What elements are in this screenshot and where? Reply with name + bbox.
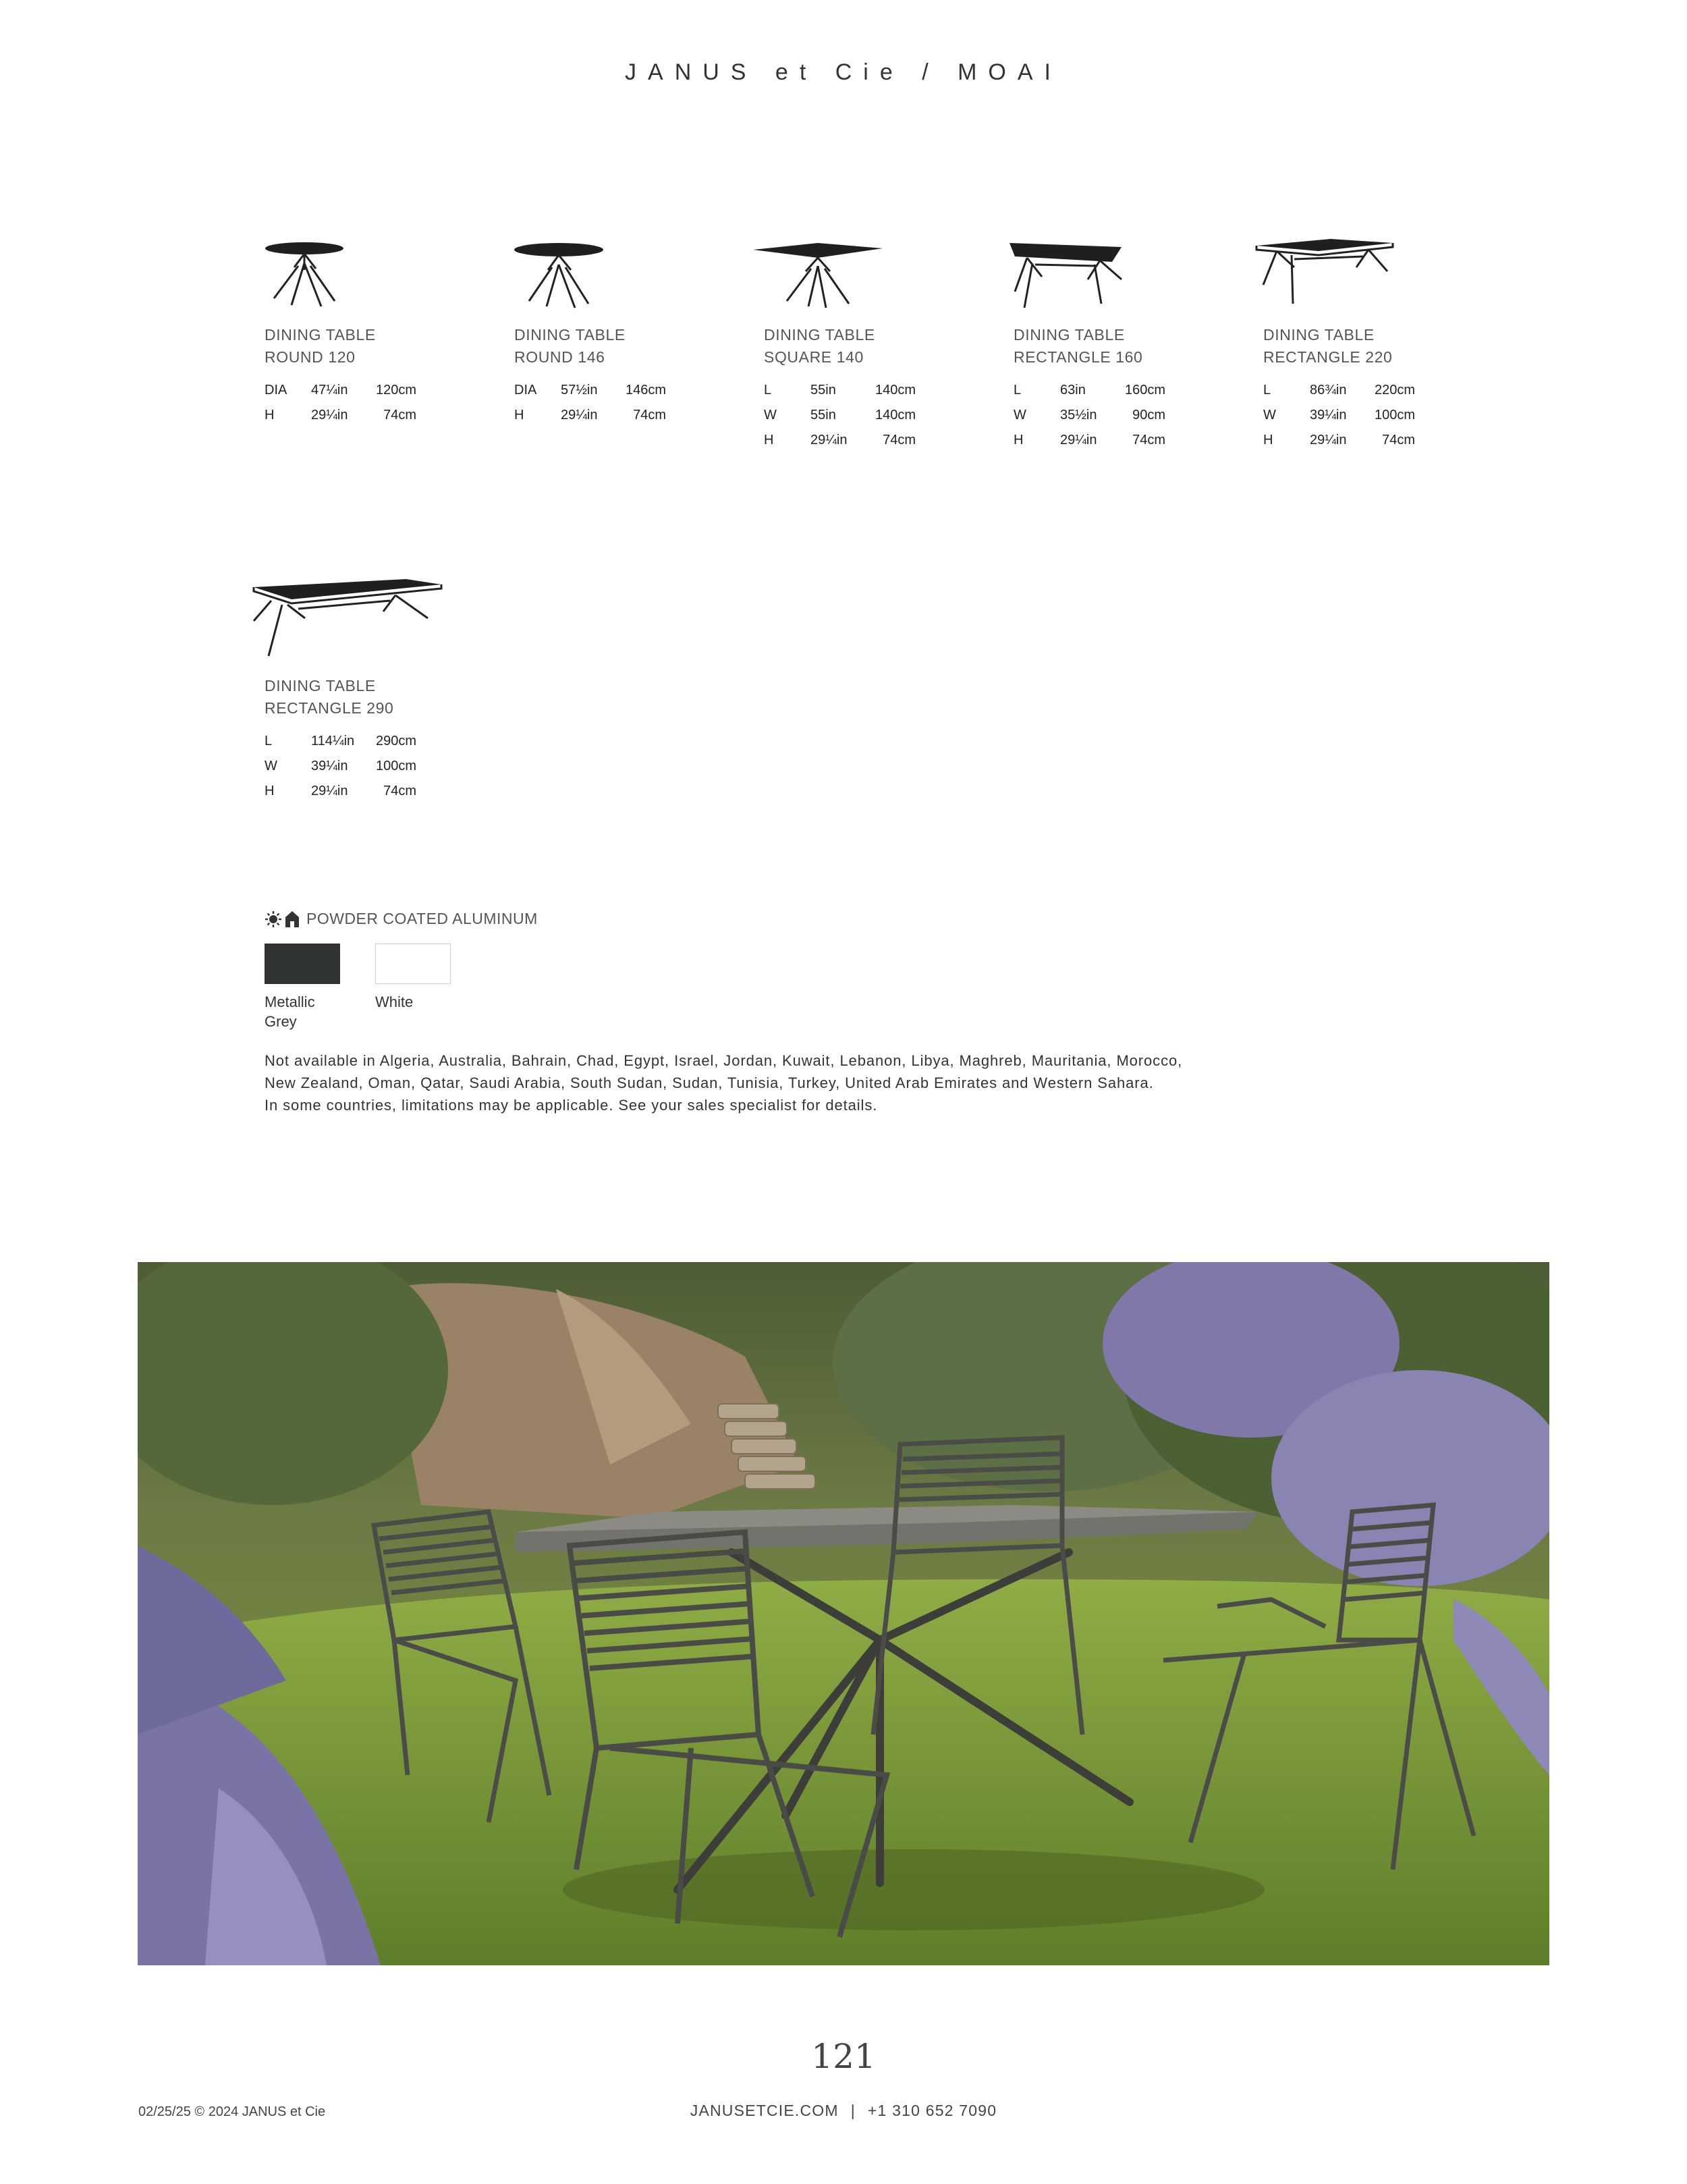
dimension-cm: 74cm [1382,433,1415,447]
availability-line3: In some countries, limitations may be applicable. See your sales specialist for details. [265,1097,878,1114]
dimension-inches: 29¼in [810,433,848,447]
table-round-120-illustration [251,236,366,310]
dimension-row [1014,403,1165,428]
dimension-inches: 86¾in [1310,383,1347,398]
dimension-row [265,779,416,804]
dimension-inches: 55in [810,383,836,398]
dimension-label: W [265,759,277,773]
availability-line2: New Zealand, Oman, Qatar, Saudi Arabia, South Sudan, Sudan, Tunisia, Turkey, United Arab Emirates and Western Sahara. [265,1074,1154,1091]
dimension-inches: 63in [1060,383,1086,398]
swatch-label-white [375,992,476,1012]
dimension-inches: 29¼in [1060,433,1097,447]
dimension-row [265,403,416,428]
availability-line1: Not available in Algeria, Australia, Bahrain, Chad, Egypt, Israel, Jordan, Kuwait, Lebanon, Libya, Maghreb, Mauritania, Morocco, [265,1052,1183,1069]
dimension-label: L [1263,383,1271,398]
table-round-146-illustration [501,236,615,310]
footer-phone: +1 310 652 7090 [867,2102,997,2119]
dimension-inches: 39¼in [311,759,348,773]
dimension-label: H [1263,433,1273,447]
dimension-row [265,378,416,403]
table-rectangle-220-illustration [1250,236,1405,310]
house-icon [285,910,300,928]
swatch-label-line2: Grey [265,1013,297,1030]
footer-contact [0,2102,1687,2120]
dimensions-table [1014,378,1165,453]
dimension-cm: 140cm [875,408,916,422]
dimension-label: H [265,408,275,422]
footer-separator: | [850,2102,856,2119]
dimension-row [764,403,916,428]
dimension-cm: 146cm [625,383,666,398]
dimensions-table [265,729,416,804]
garden-dining-set-photo [138,1262,1549,1965]
dimension-label: H [514,408,524,422]
dimension-cm: 290cm [375,734,416,748]
dimension-cm: 140cm [875,383,916,398]
dimensions-table [265,378,416,428]
dimension-row [265,754,416,779]
dimension-inches: 47¼in [311,383,348,398]
dimension-label: L [764,383,772,398]
dimension-row [1263,403,1415,428]
product-name-line1: DINING TABLE [1014,326,1125,344]
dimension-label: L [265,734,273,748]
dimension-cm: 74cm [883,433,916,447]
table-square-140-illustration [750,236,885,310]
dimension-inches: 29¼in [1310,433,1347,447]
swatch-metallic-grey [265,944,340,984]
dimension-row [514,378,666,403]
dimension-cm: 220cm [1374,383,1415,398]
dimension-inches: 29¼in [561,408,598,422]
product-name-line2: ROUND 120 [265,348,356,366]
dimension-label: H [764,433,774,447]
product-name-line1: DINING TABLE [265,326,376,344]
dimension-cm: 90cm [1132,408,1165,422]
dimension-row [1014,378,1165,403]
swatch-label-metallic-grey [265,992,366,1031]
dimension-row [1263,428,1415,453]
dimension-cm: 74cm [633,408,666,422]
dimension-label: H [265,784,275,798]
swatch-label-line1: Metallic [265,993,315,1010]
footer-date-copyright: 02/25/25 © 2024 JANUS et Cie [138,2104,326,2119]
dimension-label: W [1014,408,1026,422]
availability-note [265,1049,1344,1116]
product-name-line1: DINING TABLE [1263,326,1375,344]
product-name-line1: DINING TABLE [265,677,376,694]
dimension-label: DIA [265,383,287,398]
finish-icons [265,910,300,928]
page-number: 121 [811,2037,876,2076]
product-name-line1: DINING TABLE [764,326,875,344]
dimension-row [1014,428,1165,453]
dimension-inches: 55in [810,408,836,422]
dimension-row [265,729,416,754]
product-name-line2: RECTANGLE 290 [265,699,394,717]
finish-heading-text: POWDER COATED ALUMINUM [306,910,538,927]
product-name-line1: DINING TABLE [514,326,626,344]
dimension-row [764,428,916,453]
dimensions-table [514,378,666,428]
dimension-row [764,378,916,403]
dimension-inches: 35½in [1060,408,1097,422]
dimension-cm: 100cm [375,759,416,773]
dimension-row [1263,378,1415,403]
swatch-white [375,944,451,984]
product-name-line2: RECTANGLE 160 [1014,348,1143,366]
dimension-cm: 74cm [1132,433,1165,447]
table-rectangle-290-illustration [251,574,453,661]
table-rectangle-160-illustration [1000,236,1135,310]
footer-website-link[interactable]: JANUSETCIE.COM [690,2102,839,2119]
page-header-title: JANUS et Cie / MOAI [625,59,1062,85]
dimension-inches: 114¼in [311,734,355,748]
product-name-line2: ROUND 146 [514,348,605,366]
product-name-line2: RECTANGLE 220 [1263,348,1393,366]
dimension-cm: 74cm [383,784,416,798]
dimension-cm: 120cm [375,383,416,398]
dimension-inches: 57½in [561,383,598,398]
dimension-inches: 29¼in [311,408,348,422]
dimension-row [514,403,666,428]
dimensions-table [1263,378,1415,453]
dimension-label: H [1014,433,1024,447]
dimension-inches: 39¼in [1310,408,1347,422]
sun-icon [265,910,282,928]
dimensions-table [764,378,916,453]
dimension-cm: 160cm [1124,383,1165,398]
dimension-label: DIA [514,383,537,398]
dimension-label: W [1263,408,1276,422]
dimension-cm: 100cm [1374,408,1415,422]
dimension-inches: 29¼in [311,784,348,798]
dimension-label: L [1014,383,1022,398]
finish-heading [265,910,538,928]
product-name-line2: SQUARE 140 [764,348,864,366]
dimension-label: W [764,408,777,422]
swatch-label-line1: White [375,993,414,1010]
dimension-cm: 74cm [383,408,416,422]
